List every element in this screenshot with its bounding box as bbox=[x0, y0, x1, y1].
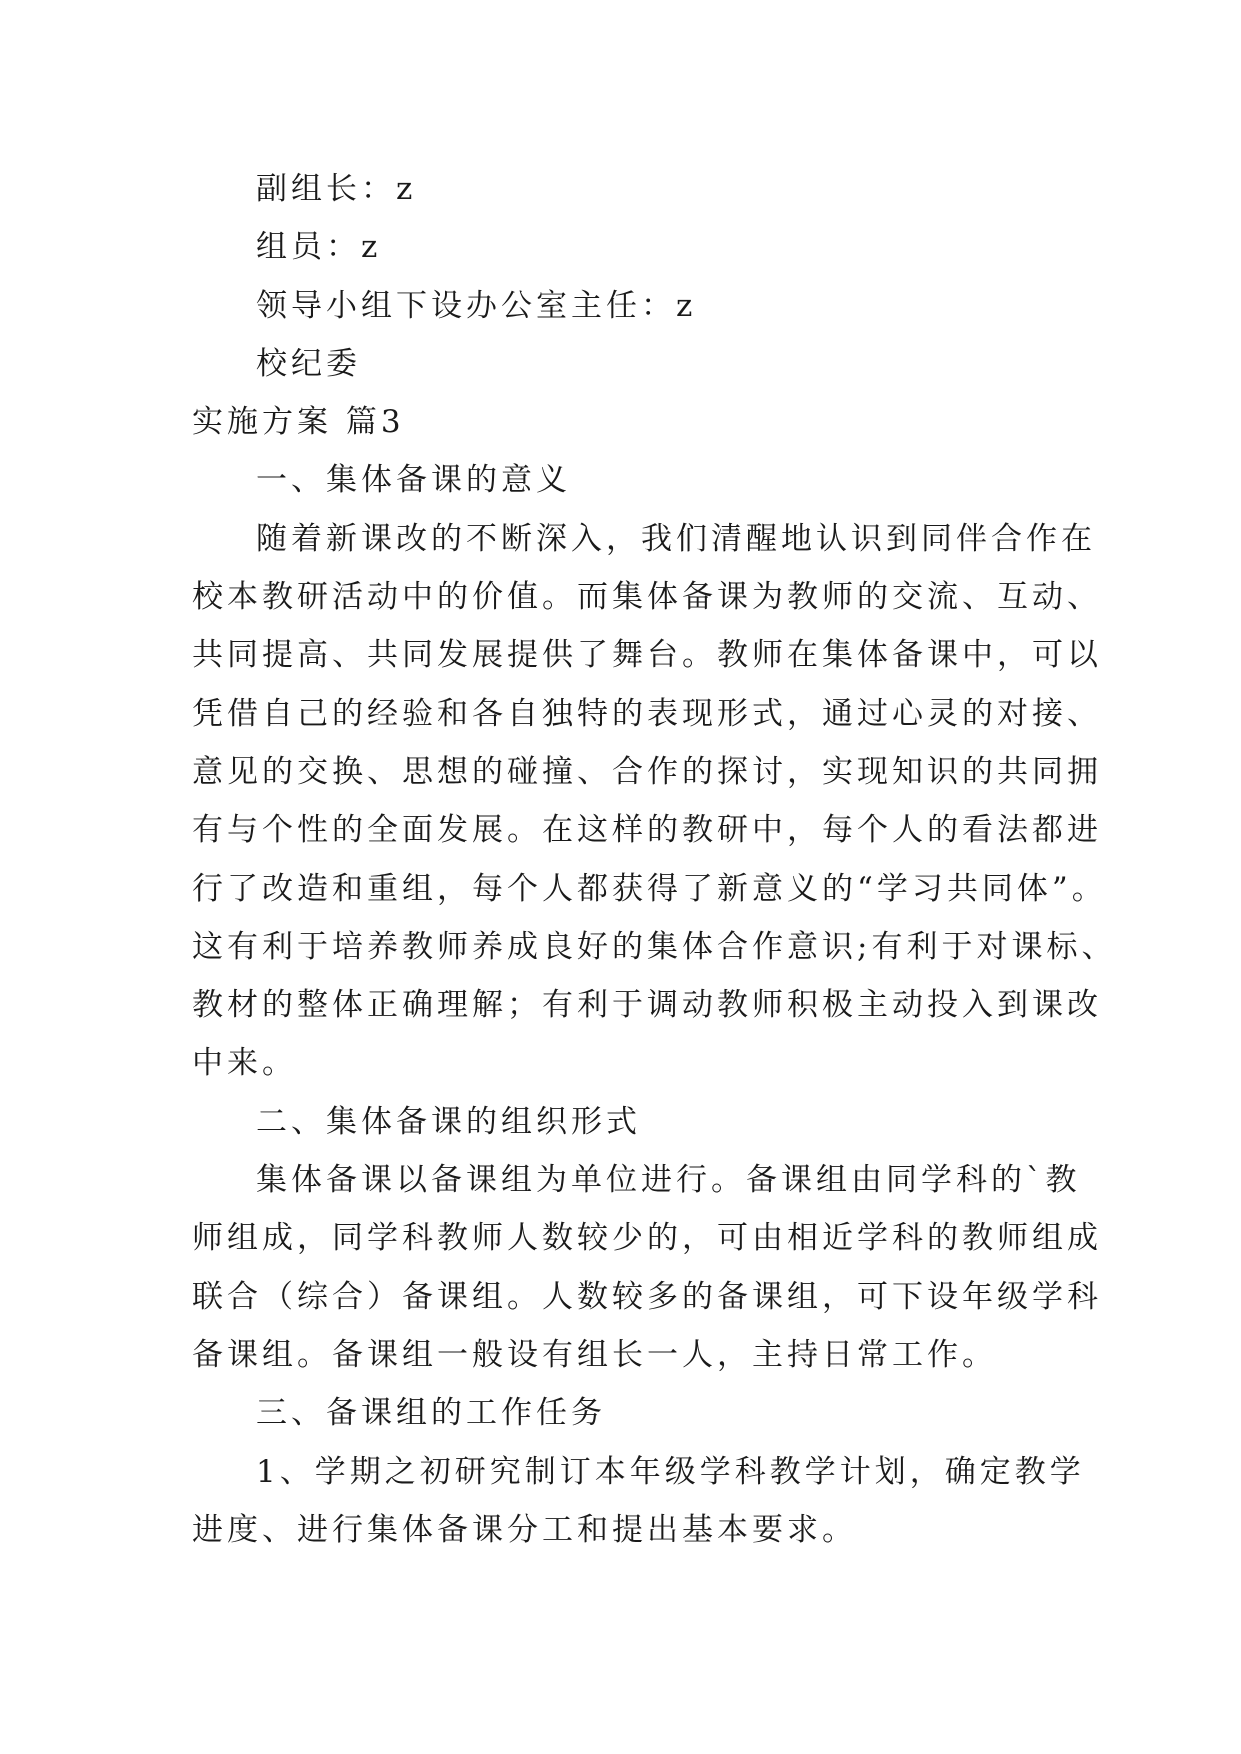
paragraph-line: 行了改造和重组，每个人都获得了新意义的“学习共同体”。 bbox=[192, 870, 1107, 907]
section-title: 实施方案 篇3 bbox=[192, 404, 405, 441]
paragraph-line: 意见的交换、思想的碰撞、合作的探讨，实现知识的共同拥 bbox=[192, 753, 1102, 790]
paragraph-line: 1、学期之初研究制订本年级学科教学计划，确定教学 bbox=[256, 1453, 1085, 1490]
paragraph-line: 进度、进行集体备课分工和提出基本要求。 bbox=[192, 1511, 857, 1548]
paragraph-line: 有与个性的全面发展。在这样的教研中，每个人的看法都进 bbox=[192, 812, 1102, 849]
section-heading: 二、集体备课的组织形式 bbox=[256, 1103, 641, 1140]
paragraph-line: 备课组。备课组一般设有组长一人，主持日常工作。 bbox=[192, 1336, 997, 1373]
paragraph-line: 教材的整体正确理解；有利于调动教师积极主动投入到课改 bbox=[192, 987, 1102, 1024]
paragraph-line: 联合（综合）备课组。人数较多的备课组，可下设年级学科 bbox=[192, 1278, 1102, 1315]
paragraph-line: 共同提高、共同发展提供了舞台。教师在集体备课中，可以 bbox=[192, 637, 1102, 674]
document-body bbox=[192, 160, 1117, 1559]
paragraph-line: 中来。 bbox=[192, 1045, 297, 1082]
paragraph-line: 校本教研活动中的价值。而集体备课为教师的交流、互动、 bbox=[192, 579, 1102, 616]
text-line: 副组长：z bbox=[256, 171, 417, 207]
paragraph-line: 集体备课以备课组为单位进行。备课组由同学科的`教 bbox=[256, 1162, 1081, 1199]
section-heading: 三、备课组的工作任务 bbox=[256, 1395, 606, 1432]
paragraph-line: 这有利于培养教师养成良好的集体合作意识;有利于对课标、 bbox=[192, 928, 1117, 965]
paragraph-line: 师组成，同学科教师人数较少的，可由相近学科的教师组成 bbox=[192, 1220, 1102, 1257]
text-line: 领导小组下设办公室主任：z bbox=[256, 287, 697, 324]
paragraph-line: 凭借自己的经验和各自独特的表现形式，通过心灵的对接、 bbox=[192, 695, 1102, 732]
text-line: 校纪委 bbox=[256, 345, 361, 382]
section-heading: 一、集体备课的意义 bbox=[256, 462, 571, 499]
text-line: 组员：z bbox=[256, 229, 382, 266]
paragraph-line: 随着新课改的不断深入，我们清醒地认识到同伴合作在 bbox=[256, 520, 1096, 557]
